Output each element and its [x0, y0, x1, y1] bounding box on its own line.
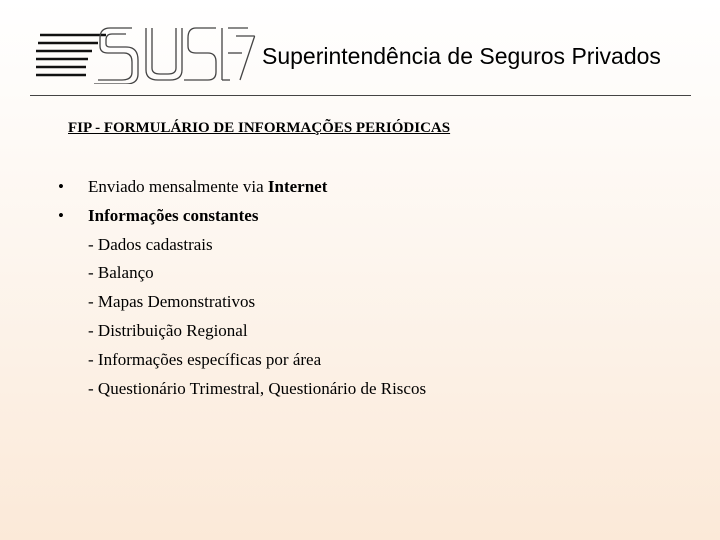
- bullet-marker: •: [58, 205, 64, 225]
- sub-item-distribuicao-regional: - Distribuição Regional: [88, 320, 248, 340]
- bullet-bold-text: Internet: [267, 177, 328, 196]
- bullet-text: Enviado mensalmente via Internet: [88, 177, 328, 196]
- susep-logo: [36, 22, 256, 84]
- sub-item-informacoes-especificas: - Informações específicas por área: [88, 349, 322, 369]
- bullet-marker: •: [58, 177, 64, 196]
- susep-logo-graphic: [36, 22, 256, 84]
- sub-item-dados-cadastrais: - Dados cadastrais: [88, 234, 213, 254]
- bullet-item: [58, 202, 426, 231]
- sub-item-questionarios: - Questionário Trimestral, Questionário de Riscos: [88, 378, 427, 398]
- header-divider: [30, 95, 691, 96]
- sub-item-balanco: - Balanço: [88, 263, 154, 283]
- bullet-item: [58, 173, 426, 202]
- section-heading: FIP - FORMULÁRIO DE INFORMAÇÕES PERIÓDICAS: [68, 120, 451, 136]
- bullet-text: [88, 202, 258, 231]
- content-list: [58, 173, 426, 403]
- organization-name: Superintendência de Seguros Privados: [262, 43, 661, 69]
- bullet-bold-text: Informações constantes: [88, 205, 259, 225]
- sub-item-mapas-demonstrativos: - Mapas Demonstrativos: [88, 292, 256, 312]
